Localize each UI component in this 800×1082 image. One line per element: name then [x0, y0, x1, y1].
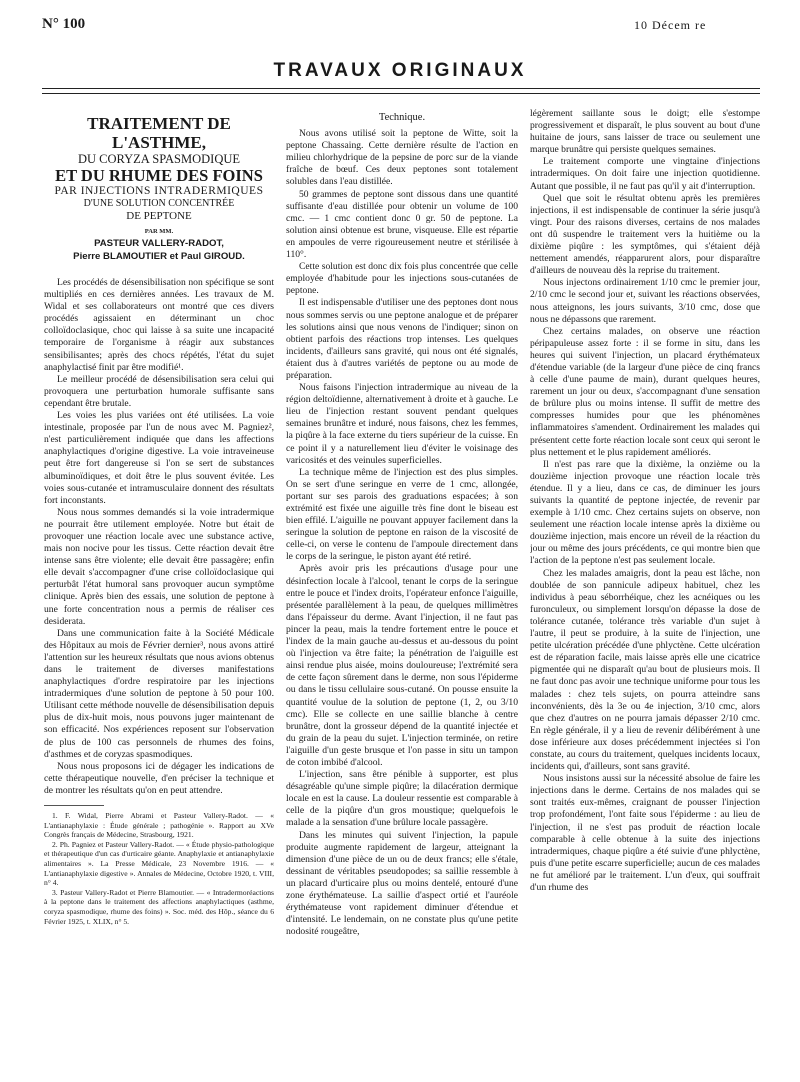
paragraph: Cette solution est donc dix fois plus concentrée que celle employée d'habitude pour les injections sous-cutanées de peptone.: [286, 261, 518, 297]
footnote-rule: [44, 805, 104, 806]
paragraph: légèrement saillante sous le doigt; elle s'estompe progressivement et disparaît, le plus souvent au bout d'une huitaine de jours, sans laisser de trace ou seulement une marque brunâtre qui persiste quelques semaines.: [530, 108, 760, 156]
article-subtitle-line-2: D'UNE SOLUTION CONCENTRÉE: [83, 198, 235, 209]
paragraph: Le meilleur procédé de désensibilisation sera celui qui provoquera une perturbation humorale suffisante sans cependant être brutale.: [44, 373, 274, 409]
paragraph: La technique même de l'injection est des plus simples. On se sert d'une seringue en verre de 1 cmc, allongée, portant sur ses parois des graduations espacées; à son extrémité est fixée une aiguille très fine dont le biseau est bien effilé. L'aiguille ne pouvant appuyer facilement dans la seringue la solution de peptone en raison de la viscosité de celle-ci, on verse le contenu de l'ampoule directement dans le corps de la seringue, le piston ayant été retiré.: [286, 466, 518, 563]
byline-prefix: PAR MM.: [144, 228, 174, 235]
column-2: [286, 112, 518, 938]
paragraph: Les procédés de désensibilisation non spécifique se sont multipliés en ces dernières années. Les travaux de M. Widal et ses collaborateurs ont montré que ces divers procédés agissaient en déterminant un choc colloïdoclasique, choc qui laisse à sa suite une incapacité temporaire de l'organisme à réagir aux substances sensibilisantes; après des chocs répétés, l'état du sujet anaphylactisé finit par être modifié¹.: [44, 277, 274, 373]
author-line-1: PASTEUR VALLERY-RADOT,: [94, 238, 224, 249]
paragraph: Quel que soit le résultat obtenu après les premières injections, il est indispensable de continuer la série jusqu'à vingt. Pour des raisons diverses, certains de nos malades ont dû suspendre le traitement vers la huitième ou la dixième piqûre : les symptômes, qui s'étaient déjà nettement amendés, réapparurent alors, pour disparaître d'ailleurs de nouveau dès la reprise du traitement.: [530, 192, 760, 277]
paragraph: Nous injectons ordinairement 1/10 cmc le premier jour, 2/10 cmc le second jour et, suivant les réactions observées, nous atteignons, les jours suivants, 3/10 cmc, dose que nous ne dépassons que rarement.: [530, 277, 760, 325]
paragraph: Nous avons utilisé soit la peptone de Witte, soit la peptone Chassaing. Cette dernière résulte de l'action en milieu chlorhydrique de la pepsine de porc sur de la viande fraîche de bœuf. Ces deux peptones sont totalement solubles dans l'eau distillée.: [286, 128, 518, 188]
issue-date: 10 Décem re: [634, 18, 707, 32]
paragraph: Nous insistons aussi sur la nécessité absolue de faire les injections dans le derme. Certains de nos malades qui se sont traités eux-mêmes, craignant de pousser l'injection trop profondément, l'ont faite sous l'épiderme : au lieu de l'injection, il ne s'est pas produit de réaction locale comparable à celle obtenue à la suite des injections intradermiques, chaque piqûre a été suivie d'une phlyctène, puis d'une petite escarre superficielle; aucun de ces malades ne fut amélioré par le traitement. L'un d'eux, qui souffrait d'un rhume des: [530, 773, 760, 893]
footnotes: [44, 811, 274, 926]
paragraph: L'injection, sans être pénible à supporter, est plus désagréable qu'une simple piqûre; la dilacération dermique locale en est la cause. La douleur ressentie est comparable à celle de la piqûre d'un gros moustique; quelquefois le malade a la sensation d'une brûlure locale passagère.: [286, 769, 518, 829]
paragraph: 50 grammes de peptone sont dissous dans une quantité suffisante d'eau distillée pour obtenir un volume de 100 cmc. — 1 cmc contient donc 0 gr. 50 de peptone. La solution ainsi obtenue est brune, visqueuse. Elle est répartie en ampoules de verre rigoureusement neutre et stérilisée à 110°.: [286, 188, 518, 261]
paragraph: Après avoir pris les précautions d'usage pour une désinfection locale à l'alcool, tenant le corps de la seringue entre le pouce et l'index droits, l'opérateur enfonce l'aiguille, présentée parallèlement à la peau, de quelques millimètres dans l'épaisseur du derme. Avant l'injection, il ne faut pas pincer la peau, mais la tendre fortement entre le pouce et l'index de la main gauche au-dessus et au-dessous du point où l'injection va être faite; la pénétration de l'aiguille est ainsi rendue plus aisée, moins douloureuse; l'extrémité sera de cette façon sûrement dans le derme, non sous l'épiderme ou dans le tissu cellulaire sous-cutané. On pousse ensuite la quantité voulue de la solution de peptone (1, 2, ou 3/10 cmc). Elle se collecte en une saillie blanche à centre brunâtre, dont la grosseur dépend de la quantité injectée et du grain de la peau du sujet. L'injection terminée, on retire l'aiguille d'un geste brusque et l'on passe in situ un tampon de coton imbibé d'alcool.: [286, 563, 518, 768]
header-rule-thin: [42, 93, 760, 94]
article-title-line-2: DU CORYZA SPASMODIQUE: [77, 152, 241, 166]
paragraph: Le traitement comporte une vingtaine d'injections intradermiques. On doit faire une injection quotidienne. Autant que possible, il ne faut pas qu'il y ait d'interruption.: [530, 156, 760, 192]
column-3: [530, 108, 760, 894]
footnote: 3. Pasteur Vallery-Radot et Pierre Blamoutier. — « Intradermoréactions à la peptone dans le traitement des affections anaphylactiques (asthme, coryza spasmodique, rhume des foins) ». Soc. méd. des Hôp., séance du 6 Février 1925, t. XLIX, n° 5.: [44, 887, 274, 926]
article-title: TRAITEMENT DE L'ASTHME,: [87, 114, 231, 152]
author-line-2: Pierre BLAMOUTIER et Paul GIROUD.: [73, 251, 245, 262]
paragraph: Dans les minutes qui suivent l'injection, la papule produite augmente rapidement de largeur, atteignant la dimension d'une pièce de un ou de deux francs; elle s'étale, dessinant de véritables pseudopodes; sa saillie ressemble à un placard d'urticaire plus ou moins dentelé, entouré d'une zone érythémateuse. La saillie d'aspect ortié et l'auréole érythémateuse vont rapidement diminuer d'étendue et d'intensité. Le lendemain, on ne constate plus qu'une petite nodosité rougeâtre,: [286, 829, 518, 938]
paragraph: Il est indispensable d'utiliser une des peptones dont nous nous sommes servis ou une peptone analogue et de préparer les solutions ainsi que nous venons de l'indiquer; sinon on obtient parfois des réactions trop intenses. Les quelques incidents, d'ailleurs sans gravité, qui nous ont été signalés, étaient dus à d'autres variétés de peptone ou au mode de préparation.: [286, 297, 518, 381]
paragraph: Nous nous proposons ici de dégager les indications de cette thérapeutique nouvelle, d'en préciser la technique et de montrer les résultats qu'on en peut attendre.: [44, 760, 274, 796]
paragraph: Chez les malades amaigris, dont la peau est lâche, non doublée de son pannicule adipeux habituel, chez les individus à peau séborrhéique, chez les acnéiques ou les furonculeux, ou simplement lorsqu'on dépasse la dose de tolérance cutanée, tolérance très variable d'un sujet à l'autre, il peut se produire, à la suite de l'injection, une petite ulcération précédée d'une phlyctène. Cette ulcération est de réparation facile, mais laisse après elle une cicatrice pigmentée qui ne disparaît qu'au bout de plusieurs mois. Il ne faut donc pas avoir une technique uniforme pour tous les malades : chez tels sujets, on pourra atteindre sans inconvénients, dès la 3e ou 4e injection, 3/10 cmc, alors que chez d'autres on ne pourra jamais dépasser 2/10 cmc. En règle générale, il y a lieu de revenir délibérément à une dose inférieure aux doses précédemment injectées si l'on constate, au cours du traitement, quelques incidents locaux, incidents qui, d'ailleurs, sont sans gravité.: [530, 567, 760, 773]
section-heading: Technique.: [378, 112, 426, 123]
article-subtitle-line-3: DE PEPTONE: [126, 210, 192, 222]
header-rule: [42, 88, 760, 89]
paragraph: Les voies les plus variées ont été utilisées. La voie intestinale, proposée par l'un de nous avec M. Pagniez², n'est particulièrement indiquée que dans les affections anaphylactiques d'origine digestive. La voie intraveineuse peut être fort dangereuse si l'on se sert de substances albuminoïdiques, et doit être le plus souvent évitée. Les voies sous-cutanée et intramusculaire donnent des résultats fort inconstants.: [44, 410, 274, 506]
page-number: N° 100: [42, 16, 86, 32]
footnote: 1. F. Widal, Pierre Abrami et Pasteur Vallery-Radot. — « L'antianaphylaxie : Étude générale ; pathogénie ». Rapport au XVe Congrès français de Médecine, Strasbourg, 1921.: [44, 811, 274, 840]
paragraph: Il n'est pas rare que la dixième, la onzième ou la douzième injection provoque une réaction locale très étendue. Il y a lieu, dans ce cas, de diminuer les jours suivants la quantité de peptone injectée, de revenir par exemple à 1/10 cmc. Chez certains sujets on observe, non seulement une réaction locale intense après la dixième ou douzième injection, mais encore un réveil de la réaction du jour ou même des jours précédents, ce qui montre bien que l'action de la peptone n'est pas seulement locale.: [530, 458, 760, 567]
column-1: [44, 114, 274, 926]
paragraph: Chez certains malades, on observe une réaction péripapuleuse assez forte : il se forme in situ, dans les heures qui suivent l'injection, un placard érythémateux d'étendue variable (de la largeur d'une pièce de cinq francs à celle d'une paume de main), durant quelques heures, rarement un jour ou deux, s'accompagnant d'une sensation de brûlure plus ou moins intense. Il suffit de mettre des compresses humides pour que les phénomènes inflammatoires s'amendent. Ordinairement les malades qui présentent cette forte réaction locale sont ceux qui seront le plus nettement et le plus rapidement améliorés.: [530, 325, 760, 458]
paragraph: Dans une communication faite à la Société Médicale des Hôpitaux au mois de Février dernier³, nous avons attiré l'attention sur les heureux résultats que nous avions obtenus dans le traitement de diverses manifestations anaphylactiques d'ordre respiratoire par les injections intradermiques d'une solution de peptone à 50 pour 100. Utilisant cette méthode nouvelle de désensibilisation depuis plus de dix-huit mois, nous pouvons juger maintenant de son efficacité. Nos expériences reposent sur l'observation de plus de 100 cas personnels de rhumes des foins, d'asthmes et de coryzas spasmodiques.: [44, 627, 274, 760]
footnote: 2. Ph. Pagniez et Pasteur Vallery-Radot. — « Étude physio-pathologique et thérapeutique d'un cas d'urticaire géante. Anaphylaxie et antianaphylaxie alimentaires ». La Presse Médicale, 23 Novembre 1916. — « L'antianaphylaxie digestive ». Annales de Médecine, Octobre 1920, t. VIII, n° 4.: [44, 839, 274, 888]
section-title: TRAVAUX ORIGINAUX: [273, 60, 527, 81]
article-title-line-3: ET DU RHUME DES FOINS: [55, 166, 263, 185]
paragraph: Nous nous sommes demandés si la voie intradermique ne pourrait être utilement employée. Notre but était de provoquer une réaction locale avec une substance active, mais non nocive pour les tissus. Cette réaction devait être intense sans être violente; elle devait être passagère; enfin elle devait s'accompagner d'une crise colloïdoclasique qui perturbât l'état humoral sans provoquer aucun symptôme clinique. Après bien des essais, une solution de peptone à une forte concentration nous a permis de réaliser ces desiderata.: [44, 506, 274, 627]
paragraph: Nous faisons l'injection intradermique au niveau de la région deltoïdienne, alternativement à droite et à gauche. Le lieu de l'injection restant souvent pendant quelques semaines brunâtre et induré, nous faisons, chez les femmes, la piqûre à la face externe du tiers supérieur de la cuisse. En ce point il y a naturellement lieu d'éviter le voisinage des varicosités et des veinules superficielles.: [286, 382, 518, 466]
article-subtitle-line-1: PAR INJECTIONS INTRADERMIQUES: [54, 185, 264, 197]
